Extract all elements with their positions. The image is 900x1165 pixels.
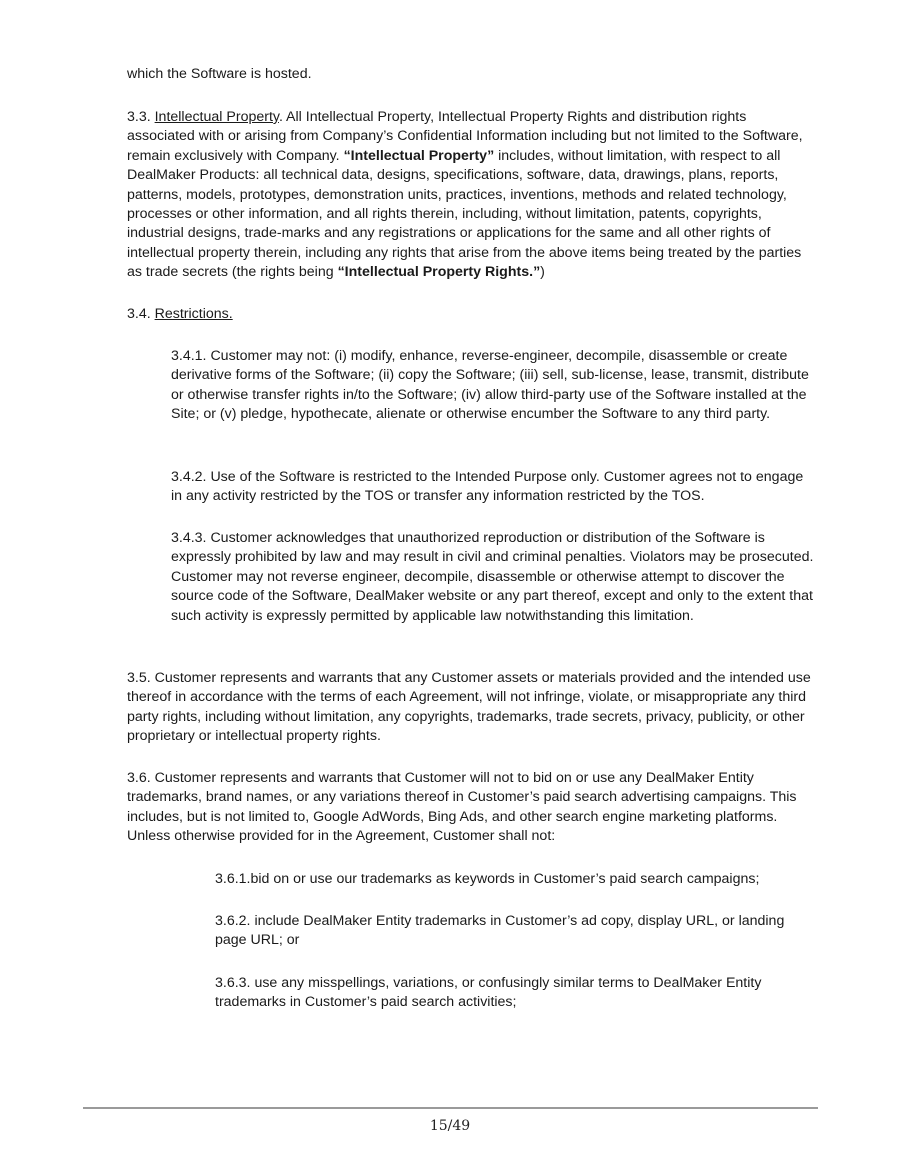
section-3-3 <box>127 108 817 283</box>
section-3-4-heading: Restrictions. <box>154 306 233 322</box>
section-3-6-3: 3.6.3. use any misspellings, variations, or confusingly similar terms to DealMaker Entity trademarks in Customer’s paid search activities; <box>215 975 762 1011</box>
section-3-3-number: 3.3. <box>127 109 155 125</box>
section-3-6: 3.6. Customer represents and warrants that Customer will not to bid on or use any DealMaker Entity trademarks, brand names, or any variations thereof in Customer’s paid search advertising campaigns. This includes, but is not limited to, Google AdWords, Bing Ads, and other search engine marketing platforms. Unless otherwise provided for in the Agreement, Customer shall not: <box>127 770 797 845</box>
section-3-4-1: 3.4.1. Customer may not: (i) modify, enhance, reverse-engineer, decompile, disassemble or create derivative forms of the Software; (ii) copy the Software; (iii) sell, sub-license, lease, transmit, distribute or otherwise transfer rights in/to the Software; (iv) allow third-party use of the Software installed at the Site; or (v) pledge, hypothecate, alienate or otherwise encumber the Software to any third party. <box>171 348 809 423</box>
section-3-4 <box>127 305 817 324</box>
section-3-4-3: 3.4.3. Customer acknowledges that unauthorized reproduction or distribution of the Software is expressly prohibited by law and may result in civil and criminal penalties. Violators may be prosecuted. Customer may not reverse engineer, decompile, disassemble or otherwise attempt to discover the source code of the Software, DealMaker website or any part thereof, except and only to the extent that such activity is expressly permitted by applicable law notwithstanding this limitation. <box>171 530 814 624</box>
section-3-3-heading: Intellectual Property <box>154 109 279 125</box>
section-3-3-term-ip: “Intellectual Property” <box>343 147 495 164</box>
footer-divider <box>83 1107 818 1109</box>
section-3-6-2: 3.6.2. include DealMaker Entity trademarks in Customer’s ad copy, display URL, or landing page URL; or <box>215 913 785 949</box>
page-number: 15/49 <box>429 1118 471 1134</box>
section-3-3-term-ipr: “Intellectual Property Rights.” <box>337 264 541 281</box>
section-3-4-2: 3.4.2. Use of the Software is restricted to the Intended Purpose only. Customer agrees not to engage in any activity restricted by the TOS or transfer any information restricted by the TOS. <box>171 469 804 505</box>
section-3-3-text-1: . All Intellectual Property, Intellectual Property Rights and distribution rights associated with or arising from Company’s Confidential Information including but not limited to the Software, remain exclusively with Company. <box>127 109 803 164</box>
section-3-4-number: 3.4. <box>127 306 155 322</box>
section-3-6-1: 3.6.1.bid on or use our trademarks as keywords in Customer’s paid search campaigns; <box>215 871 760 887</box>
section-3-3-text-3: ) <box>540 264 545 281</box>
paragraph-hosted: which the Software is hosted. <box>127 66 312 82</box>
section-3-5: 3.5. Customer represents and warrants that any Customer assets or materials provided and the intended use thereof in accordance with the terms of each Agreement, will not infringe, violate, or misappropriate any third party rights, including without limitation, any copyrights, trademarks, trade secrets, privacy, publicity, or other proprietary or intellectual property rights. <box>127 670 811 745</box>
section-3-3-text-2: includes, without limitation, with respect to all DealMaker Products: all technical data, designs, specifications, software, data, drawings, plans, reports, patterns, models, prototypes, demonstration units, practices, inventions, methods and related technology, processes or other information, and all rights therein, including, without limitation, patents, copyrights, industrial designs, trade-marks and any registrations or applications for the same and all other rights of intellectual property therein, including any rights that arise from the above items being treated by the parties as trade secrets (the rights being <box>127 147 802 281</box>
